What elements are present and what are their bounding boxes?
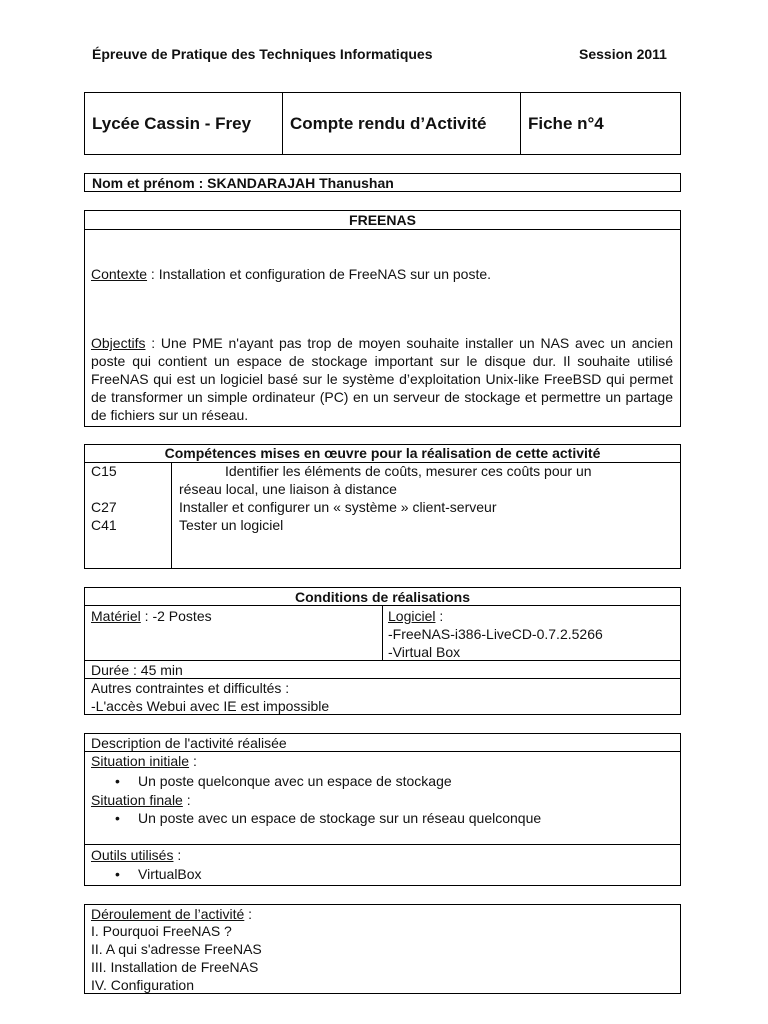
competence-code: C41 — [91, 517, 117, 533]
outils-item: VirtualBox — [138, 866, 202, 882]
situation-initiale-line — [91, 752, 197, 770]
conditions-divider — [382, 605, 383, 660]
document-type: Compte rendu d’Activité — [290, 114, 487, 133]
bullet-icon: • — [115, 866, 120, 882]
contraintes-text: -L'accès Webui avec IE est impossible — [91, 698, 330, 714]
student-name: Nom et prénom : SKANDARAJAH Thanushan — [92, 175, 394, 191]
conditions-title: Conditions de réalisations — [294, 589, 471, 605]
session-label: Session 2011 — [579, 46, 667, 62]
competence-text: réseau local, une liaison à distance — [179, 481, 397, 497]
objectifs-label: Objectifs — [91, 335, 146, 351]
competence-code: C15 — [91, 463, 117, 479]
deroulement-suffix: : — [244, 906, 253, 922]
deroulement-step: I. Pourquoi FreeNAS ? — [91, 923, 232, 939]
materiel-label: Matériel — [91, 608, 141, 624]
description-rule — [84, 844, 681, 845]
logiciel-label: Logiciel — [388, 608, 436, 624]
contexte-paragraph — [91, 265, 491, 283]
logiciel-item: -Virtual Box — [388, 644, 461, 660]
contexte-text: : Installation et configuration de FreeNAS sur un poste. — [147, 266, 492, 282]
project-title-rule — [84, 229, 681, 230]
top-table-divider — [520, 92, 521, 155]
competence-text: Identifier les éléments de coûts, mesurer ces coûts pour un — [225, 463, 592, 479]
outils-suffix: : — [173, 847, 182, 863]
school-name: Lycée Cassin - Frey — [92, 114, 252, 133]
objectifs-text: : Une PME n'ayant pas trop de moyen souhaite installer un NAS avec un ancien poste qui contient un espace de stockage important sur le disque dur. Il souhaite utilisé FreeNAS qui est un logiciel basé sur le système d’exploitation Unix-like FreeBSD qui permet de transformer un simple ordinateur (PC) en un serveur de stockage et permettre un partage de fichiers sur un réseau. — [91, 335, 673, 423]
contraintes-label: Autres contraintes et difficultés : — [91, 680, 290, 696]
deroulement-line — [91, 905, 252, 923]
competences-title: Compétences mises en œuvre pour la réalisation de cette activité — [164, 445, 601, 461]
logiciel-line — [388, 607, 443, 625]
situation-finale-label: Situation finale — [91, 792, 183, 808]
competences-divider — [171, 462, 172, 569]
competence-text: Tester un logiciel — [179, 517, 284, 533]
situation-initiale-suffix: : — [189, 753, 197, 769]
outils-label: Outils utilisés — [91, 847, 174, 863]
situation-finale-suffix: : — [182, 792, 191, 808]
situation-finale-item: Un poste avec un espace de stockage sur un réseau quelconque — [138, 810, 542, 826]
project-title: FREENAS — [349, 212, 416, 228]
materiel-text: : -2 Postes — [140, 608, 212, 624]
description-title: Description de l'activité réalisée — [91, 735, 287, 751]
duree-text: Durée : 45 min — [91, 662, 183, 678]
situation-finale-line — [91, 791, 191, 809]
objectifs-paragraph — [91, 334, 673, 424]
bullet-icon: • — [115, 773, 120, 789]
situation-initiale-label: Situation initiale — [91, 753, 190, 769]
logiciel-suffix: : — [435, 608, 444, 624]
deroulement-label: Déroulement de l’activité — [91, 906, 245, 922]
competence-text: Installer et configurer un « système » client-serveur — [179, 499, 497, 515]
materiel-line — [91, 607, 212, 625]
bullet-icon: • — [115, 810, 120, 826]
competence-code: C27 — [91, 499, 117, 515]
situation-initiale-item: Un poste quelconque avec un espace de stockage — [138, 773, 452, 789]
deroulement-step: IV. Configuration — [91, 977, 194, 993]
top-table-divider — [282, 92, 283, 155]
deroulement-step: III. Installation de FreeNAS — [91, 959, 259, 975]
fiche-number: Fiche n°4 — [528, 114, 604, 133]
logiciel-item: -FreeNAS-i386-LiveCD-0.7.2.5266 — [388, 626, 603, 642]
exam-title: Épreuve de Pratique des Techniques Informatiques — [92, 46, 433, 62]
deroulement-step: II. A qui s'adresse FreeNAS — [91, 941, 262, 957]
outils-line — [91, 846, 181, 864]
contexte-label: Contexte — [91, 266, 148, 282]
